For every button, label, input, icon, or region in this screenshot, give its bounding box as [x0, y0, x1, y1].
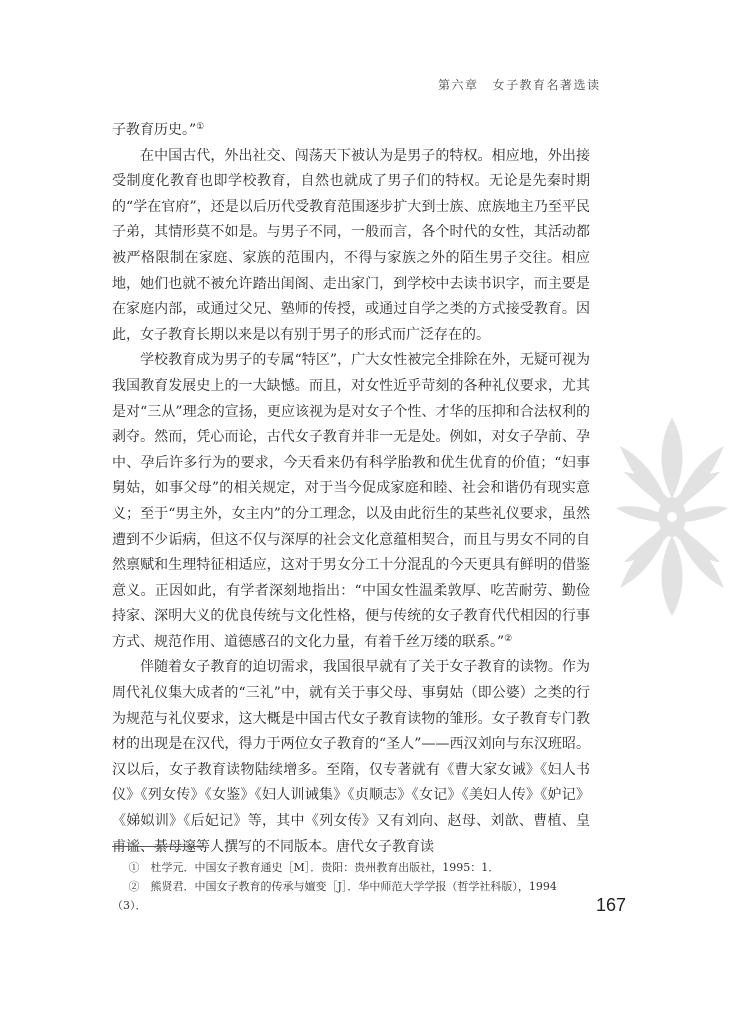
footnote-1: ① 杜学元．中国女子教育通史［M］．贵阳：贵州教育出版社，1995：1．: [128, 861, 500, 874]
footnote-divider: [112, 846, 204, 847]
paragraph: 在中国古代，外出社交、闯荡天下被认为是男子的特权。相应地，外出接受制度化教育也即学校教育，自然也就成了男子们的特权。无论是先秦时期的“学在官府”，还是以后历代受教育范围逐步扩大到士族、庶族地主乃至平民子弟，其情形莫不如是。与男子不同，一般而言，各个时代的女性，其活动都被严格限制在家庭、家族的范围内，不得与家族之外的陌生男子交往。相应地，她们也就不被允许踏出闺阁、走出家门，到学校中去读书识字，而主要是在家庭内部，或通过父兄、塾师的传授，或通过自学之类的方式接受教育。因此，女子教育长期以来是以有别于男子的形式而广泛存在的。: [112, 147, 590, 343]
palmette-ornament-icon: [616, 412, 730, 622]
footnotes: [112, 858, 590, 915]
footnote-ref-1[interactable]: ①: [196, 122, 205, 132]
footnote-2: ② 熊贤君．中国女子教育的传承与嬗变［J］．华中师范大学学报（哲学社科版），1994（3）．: [112, 880, 557, 912]
paragraph: 伴随着女子教育的迫切需求，我国很早就有了关于女子教育的读物。作为周代礼仪集大成者的“三礼”中，就有关于事父母、事舅姑（即公婆）之类的行为规范与礼仪要求，这大概是中国古代女子教育读物的雏形。女子教育专门教材的出现是在汉代，得力于两位女子教育的“圣人”——西汉刘向与东汉班昭。汉以后，女子教育读物陆续增多。至隋，仅专著就有《曹大家女诫》《妇人书仪》《列女传》《女鉴》《妇人训诫集》《贞顺志》《女记》《美妇人传》《妒记》《娣姒训》《后妃记》等，其中《列女传》又有刘向、赵母、刘歆、曹植、皇甫谧、綦母邃等人撰写的不同版本。唐代女子教育读: [112, 659, 590, 855]
paragraph-text: 学校教育成为男子的专属“特区”，广大女性被完全排除在外，无疑可视为我国教育发展史上的一大缺憾。而且，对女性近乎苛刻的各种礼仪要求，尤其是对“三从”理念的宣扬，更应该视为是对女子个性、才华的压抑和合法权利的剥夺。然而，凭心而论，古代女子教育并非一无是处。例如，对女子孕前、孕中、孕后许多行为的要求，今天看来仍有科学胎教和优生优育的价值；“妇事舅姑，如事父母”的相关规定，对于当今促成家庭和睦、社会和谐仍有现实意义；至于“男主外，女主内”的分工理念，以及由此衍生的某些礼仪要求，虽然遭到不少诟病，但这不仅与深厚的社会文化意蕴相契合，而且与男女不同的自然禀赋和生理特征相适应，这对于男女分工十分混乱的今天更具有鲜明的借鉴意义。正因如此，有学者深刻地指出：“中国女性温柔敦厚、吃苦耐劳、勤俭持家、深明大义的优良传统与文化性格，便与传统的女子教育代代相因的行事方式、规范作用、道德感召的文化力量，有着千丝万缕的联系。”: [112, 352, 590, 650]
paragraph-continuation: [112, 118, 590, 144]
chapter-title: 女子教育名著选读: [492, 78, 601, 92]
page-number: 167: [596, 895, 627, 915]
chapter-label: 第六章: [438, 78, 479, 92]
paragraph: [112, 348, 590, 655]
running-header: [438, 76, 601, 93]
footnote-ref-2[interactable]: ②: [504, 633, 513, 644]
body-text: [112, 118, 590, 860]
paragraph-text: 子教育历史。”: [112, 122, 197, 138]
